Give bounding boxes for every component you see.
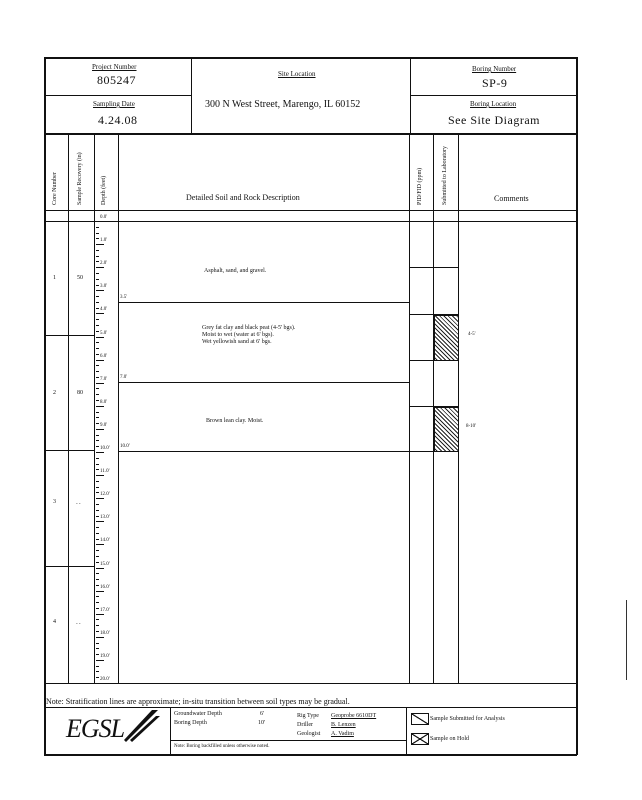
core-2-number: 2: [53, 390, 56, 396]
depth-minor-tick: [96, 666, 99, 667]
depth-minor-tick: [96, 302, 99, 303]
strata-depth-2: 7.0': [120, 375, 128, 380]
depth-tick-label: 14.0': [100, 538, 110, 544]
depth-minor-tick: [96, 365, 99, 366]
depth-minor-tick: [96, 608, 99, 609]
spacer-bottom: [44, 221, 577, 222]
strata-depth-1: 3.5': [120, 295, 128, 300]
depth-minor-tick: [96, 562, 99, 563]
depth-tick-label: 13.0': [100, 515, 110, 521]
core-4-number: 4: [53, 619, 56, 625]
depth-minor-tick: [96, 458, 99, 459]
core-3-recovery: - -: [76, 502, 81, 507]
depth-minor-tick: [96, 394, 99, 395]
depth-minor-tick: [96, 412, 99, 413]
depth-tick-label: 8.0': [100, 399, 108, 405]
depth-tick-label: 5.0': [100, 330, 108, 336]
depth-minor-tick: [96, 308, 99, 309]
border-right: [576, 57, 578, 755]
footer-divider-1: [170, 707, 171, 754]
depth-tick-label: 12.0': [100, 492, 110, 498]
border-top: [44, 57, 577, 59]
depth-major-tick: [96, 614, 104, 615]
sampling-date: 4.24.08: [98, 113, 138, 127]
legend-hold-icon: [411, 733, 429, 745]
stratum-2-line-3: Wet yellowish sand at 6' bgs.: [202, 339, 272, 345]
depth-major-tick: [96, 221, 104, 222]
depth-tick-label: 9.0': [100, 422, 108, 428]
groundwater-value: 6': [260, 711, 265, 717]
core-boundary-3: [44, 566, 94, 567]
col-divider-3: [118, 133, 119, 683]
footer-hline: [170, 740, 406, 741]
depth-minor-tick: [96, 677, 99, 678]
col-divider-1: [68, 133, 69, 683]
stratification-note: Note: Stratification lines are approximate; in-situ transition between soil types may be gradual.: [46, 697, 350, 706]
depth-minor-tick: [96, 579, 99, 580]
depth-minor-tick: [96, 648, 99, 649]
header-hline-left: [44, 95, 191, 96]
depth-minor-tick: [96, 573, 99, 574]
depth-minor-tick: [96, 596, 99, 597]
depth-minor-tick: [96, 279, 99, 280]
sample-hatch-2: [434, 407, 459, 452]
col-core-number: Core Number: [52, 172, 58, 205]
depth-tick-label: 16.0': [100, 584, 110, 590]
depth-minor-tick: [96, 348, 99, 349]
core-1-number: 1: [53, 275, 56, 281]
depth-major-tick: [96, 452, 104, 453]
depth-major-tick: [96, 591, 104, 592]
sample-hatch-1: [434, 315, 459, 361]
scan-mark: [626, 600, 627, 680]
depth-tick-label: 17.0': [100, 607, 110, 613]
depth-minor-tick: [96, 643, 99, 644]
depth-minor-tick: [96, 527, 99, 528]
backfill-note: Note: Boring backfilled unless otherwise noted.: [174, 744, 270, 749]
boring-number-label: Boring Number: [472, 65, 517, 73]
col-divider-2: [94, 133, 95, 683]
depth-major-tick: [96, 290, 104, 291]
sampling-date-label: Sampling Date: [93, 100, 135, 108]
pid-grid-1: [409, 267, 458, 268]
core-boundary-2: [44, 450, 94, 451]
depth-major-tick: [96, 544, 104, 545]
depth-minor-tick: [96, 440, 99, 441]
header-bottom: [44, 133, 577, 135]
depth-minor-tick: [96, 261, 99, 262]
logo-swoosh-icon: [122, 706, 162, 746]
depth-minor-tick: [96, 469, 99, 470]
depth-tick-label: 10.0': [100, 446, 110, 451]
boring-number: SP-9: [482, 76, 508, 90]
depth-minor-tick: [96, 377, 99, 378]
depth-minor-tick: [96, 256, 99, 257]
depth-minor-tick: [96, 539, 99, 540]
depth-minor-tick: [96, 556, 99, 557]
depth-tick-label: 19.0': [100, 653, 110, 659]
col-description: Detailed Soil and Rock Description: [186, 193, 300, 202]
depth-tick-label: 1.0': [100, 238, 108, 244]
legend-hold-label: Sample on Hold: [430, 736, 469, 742]
boring-location: See Site Diagram: [448, 113, 540, 127]
depth-minor-tick: [96, 354, 99, 355]
depth-tick-label: 20.0': [100, 677, 110, 682]
footer-divider-2: [406, 707, 407, 754]
depth-minor-tick: [96, 504, 99, 505]
depth-minor-tick: [96, 446, 99, 447]
stratum-3-line-1: Brown lean clay. Moist.: [206, 418, 264, 424]
depth-major-tick: [96, 406, 104, 407]
depth-tick-label: 11.0': [100, 469, 110, 475]
rig-type-value: Geoprobe 6610DT: [331, 713, 377, 719]
depth-major-tick: [96, 637, 104, 638]
comment-1: 4-5': [468, 332, 476, 337]
depth-minor-tick: [96, 435, 99, 436]
col-header-bottom: [44, 210, 577, 211]
depth-minor-tick: [96, 492, 99, 493]
border-bottom: [44, 754, 577, 756]
depth-minor-tick: [96, 671, 99, 672]
depth-major-tick: [96, 521, 104, 522]
depth-tick-label: 18.0': [100, 630, 110, 636]
depth-major-tick: [96, 498, 104, 499]
depth-minor-tick: [96, 585, 99, 586]
core-boundary-1: [44, 335, 94, 336]
depth-major-tick: [96, 660, 104, 661]
geologist-value: A. Vadim: [331, 731, 354, 737]
border-left: [44, 57, 46, 755]
depth-minor-tick: [96, 296, 99, 297]
depth-tick-label: 2.0': [100, 261, 108, 267]
groundwater-label: Groundwater Depth: [174, 711, 222, 717]
stratum-3-desc: [206, 418, 263, 425]
depth-minor-tick: [96, 464, 99, 465]
depth-minor-tick: [96, 423, 99, 424]
depth-tick-label: 7.0': [100, 376, 108, 382]
depth-major-tick: [96, 360, 104, 361]
col-pid: PID/FID (ppm): [417, 167, 423, 205]
legend-analysis-icon: [411, 713, 429, 725]
depth-tick-label: 4.0': [100, 307, 108, 313]
depth-minor-tick: [96, 619, 99, 620]
depth-major-tick: [96, 313, 104, 314]
depth-minor-tick: [96, 325, 99, 326]
depth-minor-tick: [96, 550, 99, 551]
driller-value: B. Lenzen: [331, 722, 356, 728]
legend-analysis-label: Sample Submitted for Analysis: [430, 716, 505, 722]
strata-boundary-3: [118, 451, 409, 452]
depth-minor-tick: [96, 238, 99, 239]
stratum-2-desc: [202, 325, 295, 346]
strata-depth-3: 10.0': [120, 444, 130, 449]
depth-major-tick: [96, 267, 104, 268]
col-comments: Comments: [494, 194, 529, 203]
stratum-1-desc: [204, 268, 266, 275]
header-divider-1: [191, 57, 192, 133]
driller-label: Driller: [297, 722, 313, 728]
boring-depth-label: Boring Depth: [174, 720, 207, 726]
depth-minor-tick: [96, 285, 99, 286]
col-submitted: Submitted to Laboratory: [442, 146, 448, 205]
core-3-number: 3: [53, 499, 56, 505]
depth-major-tick: [96, 337, 104, 338]
depth-minor-tick: [96, 342, 99, 343]
depth-minor-tick: [96, 233, 99, 234]
depth-minor-tick: [96, 250, 99, 251]
depth-tick-label: 15.0': [100, 561, 110, 567]
boring-location-label: Boring Location: [470, 100, 517, 108]
site-location-label: Site Location: [278, 70, 316, 78]
depth-minor-tick: [96, 510, 99, 511]
depth-minor-tick: [96, 533, 99, 534]
depth-minor-tick: [96, 516, 99, 517]
depth-minor-tick: [96, 625, 99, 626]
depth-minor-tick: [96, 481, 99, 482]
depth-minor-tick: [96, 417, 99, 418]
depth-minor-tick: [96, 631, 99, 632]
stratum-1-line-1: Asphalt, sand, and gravel.: [204, 268, 267, 274]
comment-2: 8-10': [466, 424, 477, 429]
depth-minor-tick: [96, 273, 99, 274]
stratum-2-line-2: Moist to wet (water at 6' bgs).: [202, 332, 274, 338]
depth-major-tick: [96, 244, 104, 245]
core-4-recovery: - -: [76, 622, 81, 627]
project-number-label: Project Number: [92, 63, 137, 71]
depth-minor-tick: [96, 227, 99, 228]
depth-tick-label: 3.0': [100, 284, 108, 290]
depth-tick-label: 0.0': [100, 215, 108, 220]
strata-boundary-1: [118, 302, 409, 303]
depth-minor-tick: [96, 388, 99, 389]
core-1-recovery: 50: [77, 275, 83, 281]
egsl-logo: EGSL: [66, 714, 125, 743]
depth-major-tick: [96, 429, 104, 430]
depth-major-tick: [96, 568, 104, 569]
col-sample-recovery: Sample Recovery (in): [77, 152, 83, 205]
header-hline-right: [410, 95, 577, 96]
depth-major-tick: [96, 383, 104, 384]
depth-tick-label: 6.0': [100, 353, 108, 359]
strata-boundary-2: [118, 382, 409, 383]
project-number: 805247: [97, 73, 136, 87]
geologist-label: Geologist: [297, 731, 321, 737]
site-address: 300 N West Street, Marengo, IL 60152: [205, 99, 361, 110]
rig-type-label: Rig Type: [297, 713, 319, 719]
stratum-2-line-1: Grey fat clay and black peat (4-5' bgs).: [202, 325, 296, 331]
log-bottom: [44, 683, 577, 684]
depth-minor-tick: [96, 371, 99, 372]
col-divider-4: [409, 133, 410, 683]
depth-major-tick: [96, 475, 104, 476]
col-depth: Depth (feet): [101, 175, 107, 205]
core-2-recovery: 80: [77, 390, 83, 396]
depth-minor-tick: [96, 319, 99, 320]
depth-minor-tick: [96, 602, 99, 603]
boring-depth-value: 10': [258, 720, 266, 726]
depth-minor-tick: [96, 331, 99, 332]
depth-minor-tick: [96, 487, 99, 488]
depth-minor-tick: [96, 400, 99, 401]
depth-minor-tick: [96, 654, 99, 655]
